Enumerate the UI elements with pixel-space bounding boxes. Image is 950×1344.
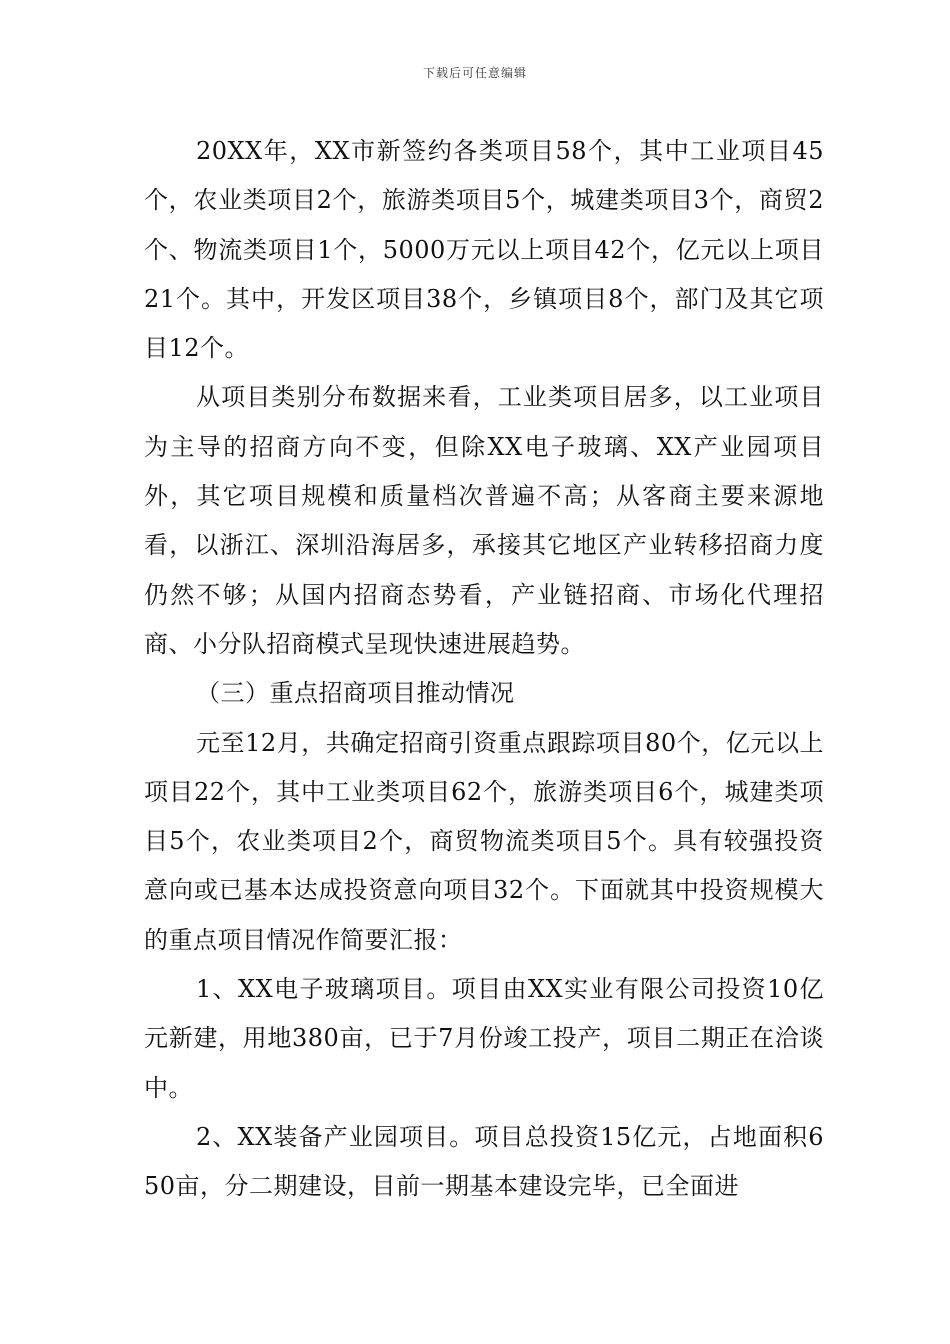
paragraph-signed-projects: 20XX年，XX市新签约各类项目58个，其中工业项目45个，农业类项目2个，旅游类项目5个，城建类项目3个，商贸2个、物流类项目1个，5000万元以上项目42个，亿元以上项目21个。其中，开发区项目38个，乡镇项目8个，部门及其它项目12个。 (144, 137, 824, 363)
header-note: 下载后可任意编辑 (422, 66, 527, 80)
paragraph-project-1: 1、XX电子玻璃项目。项目由XX实业有限公司投资10亿元新建，用地380亩，已于7月份竣工投产，项目二期正在洽谈中。 (144, 975, 824, 1102)
document-body (144, 127, 824, 1212)
paragraph-key-projects: 元至12月，共确定招商引资重点跟踪项目80个，亿元以上项目22个，其中工业类项目62个，旅游类项目6个，城建类项目5个，农业类项目2个，商贸物流类项目5个。具有较强投资意向或已基本达成投资意向项目32个。下面就其中投资规模大的重点项目情况作简要汇报： (144, 728, 824, 954)
section-heading: （三）重点招商项目推动情况 (196, 679, 515, 708)
paragraph-project-2: 2、XX装备产业园项目。项目总投资15亿元，占地面积650亩，分二期建设，目前一期基本建设完毕，已全面进 (144, 1122, 824, 1201)
paragraph-project-analysis: 从项目类别分布数据来看，工业类项目居多，以工业项目为主导的招商方向不变，但除XX电子玻璃、XX产业园项目外，其它项目规模和质量档次普遍不高；从客商主要来源地看，以浙江、深圳沿海居多，承接其它地区产业转移招商力度仍然不够；从国内招商态势看，产业链招商、市场化代理招商、小分队招商模式呈现快速进展趋势。 (144, 383, 824, 658)
